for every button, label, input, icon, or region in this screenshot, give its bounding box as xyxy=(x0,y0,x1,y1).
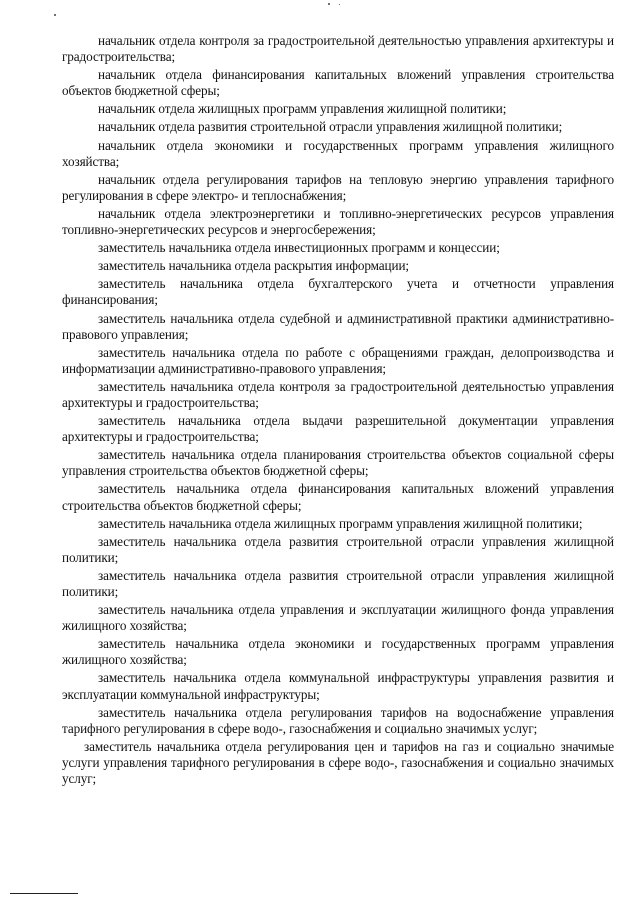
paragraph: заместитель начальника отдела контроля за градостроительной деятельностью управления архитектуры и градостроительства; xyxy=(62,378,614,410)
paragraph: заместитель начальника отдела судебной и административной практики административно-правового управления; xyxy=(62,310,614,342)
paragraph: начальник отдела жилищных программ управления жилищной политики; xyxy=(98,101,507,117)
paragraph: заместитель начальника отдела коммунальной инфраструктуры управления развития и эксплуатации коммунальной инфраструктуры; xyxy=(62,670,614,702)
paragraph: заместитель начальника отдела по работе с обращениями граждан, делопроизводства и информатизации административно-правового управления; xyxy=(62,344,614,376)
paragraph: заместитель начальника отдела планирования строительства объектов социальной сферы управления строительства объектов бюджетной сферы; xyxy=(62,447,614,479)
paragraph: начальник отдела развития строительной отрасли управления жилищной политики; xyxy=(98,119,563,135)
paragraph: заместитель начальника отдела инвестиционных программ и концессии; xyxy=(98,240,500,256)
paragraph: начальник отдела регулирования тарифов на тепловую энергию управления тарифного регулирования в сфере электро- и теплоснабжения; xyxy=(62,171,614,203)
paragraph: начальник отдела финансирования капитальных вложений управления строительства объектов бюджетной сферы; xyxy=(62,67,614,99)
paragraph: заместитель начальника отдела развития строительной отрасли управления жилищной политики; xyxy=(62,533,614,565)
paragraph: начальник отдела электроэнергетики и топливно-энергетических ресурсов управления топливно-энергетических ресурсов и энергосбережения; xyxy=(62,205,614,238)
paragraph: заместитель начальника отдела регулирования цен и тарифов на газ и социально значимые услуги управления тарифного регулирования в сфере водо-, газоснабжения и социально значимых услуг; xyxy=(62,738,614,787)
paragraph: заместитель начальника отдела жилищных программ управления жилищной политики; xyxy=(98,515,583,531)
paragraph: заместитель начальника отдела выдачи разрешительной документации управления архитектуры и градостроительства; xyxy=(62,413,614,445)
paragraph: заместитель начальника отдела финансирования капитальных вложений управления строительства объектов бюджетной сферы; xyxy=(62,481,614,513)
paragraph: заместитель начальника отдела развития строительной отрасли управления жилищной политики; xyxy=(62,567,614,599)
paragraph: заместитель начальника отдела регулирования тарифов на водоснабжение управления тарифного регулирования в сфере водо-, газоснабжения и социально значимых услуг; xyxy=(62,704,614,736)
paragraph: заместитель начальника отдела бухгалтерского учета и отчетности управления финансирования; xyxy=(62,276,614,308)
paragraph: начальник отдела экономики и государственных программ управления жилищного хозяйства; xyxy=(62,137,614,169)
scan-speck xyxy=(339,4,340,5)
paragraph: заместитель начальника отдела управления и эксплуатации жилищного фонда управления жилищного хозяйства; xyxy=(62,602,614,634)
footnote-separator xyxy=(10,893,78,894)
paragraph: заместитель начальника отдела экономики и государственных программ управления жилищного хозяйства; xyxy=(62,636,614,668)
document-body xyxy=(62,33,614,789)
paragraph: начальник отдела контроля за градостроительной деятельностью управления архитектуры и градостроительства; xyxy=(62,33,614,65)
paragraph: заместитель начальника отдела раскрытия информации; xyxy=(98,258,409,274)
scan-speck xyxy=(328,3,330,5)
scan-speck xyxy=(54,14,56,16)
